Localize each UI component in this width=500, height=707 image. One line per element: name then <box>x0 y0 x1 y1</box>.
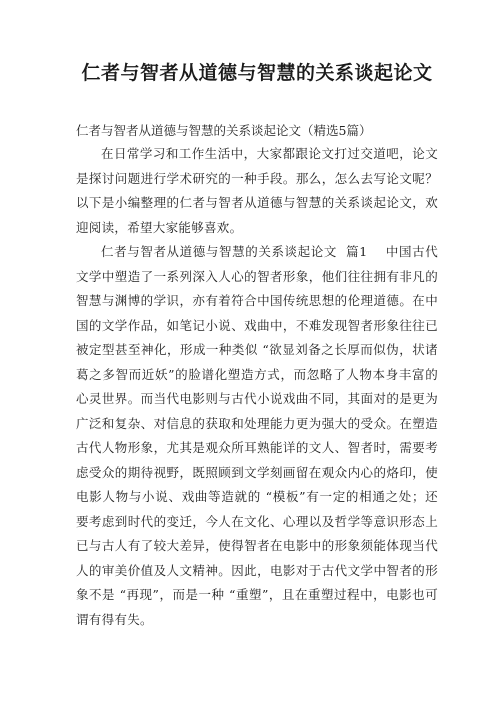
intro-paragraph: 在日常学习和工作生活中，大家都跟论文打过交道吧，论文是探讨问题进行学术研究的一种手段。那么，怎么去写论文呢？以下是小编整理的仁者与智者从道德与智慧的关系谈起论文，欢迎阅读，希望大家能够喜欢。 <box>76 146 438 235</box>
document-title: 仁者与智者从道德与智慧的关系谈起论文 <box>81 62 433 84</box>
body-paragraph: 仁者与智者从道德与智慧的关系谈起论文 篇1 中国古代文学中塑造了一系列深入人心的智者形象，他们往往拥有非凡的智慧与渊博的学识，亦有着符合中国传统思想的伦理道德。在中国的文学作品，如笔记小说、戏曲中，不难发现智者形象往往已被定型甚至神化，形成一种类似 “欲显刘备之长厚而似伪，状诸葛之多智而近妖”的脸谱化塑造方式，而忽略了人物本身丰富的心灵世界。而当代电影则与古代小说戏曲不同，其面对的是更为广泛和复杂、对信息的获取和处理能力更为强大的受众。在塑造古代人物形象，尤其是观众所耳熟能详的文人、智者时，需要考虑受众的期待视野，既照顾到文学刻画留在观众内心的烙印，使电影人物与小说、戏曲等造就的 “模板”有一定的相通之处；还要考虑到时代的变迁，今人在文化、心理以及哲学等意识形态上已与古人有了较大差异，使得智者在电影中的形象须能体现当代人的审美价值及人文精神。因此，电影对于古代文学中智者的形象不是 “再现”，而是一种 “重塑”，且在重塑过程中，电影也可谓有得有失。 <box>76 244 438 627</box>
document-subtitle: 仁者与智者从道德与智慧的关系谈起论文（精选5篇） <box>76 123 372 138</box>
